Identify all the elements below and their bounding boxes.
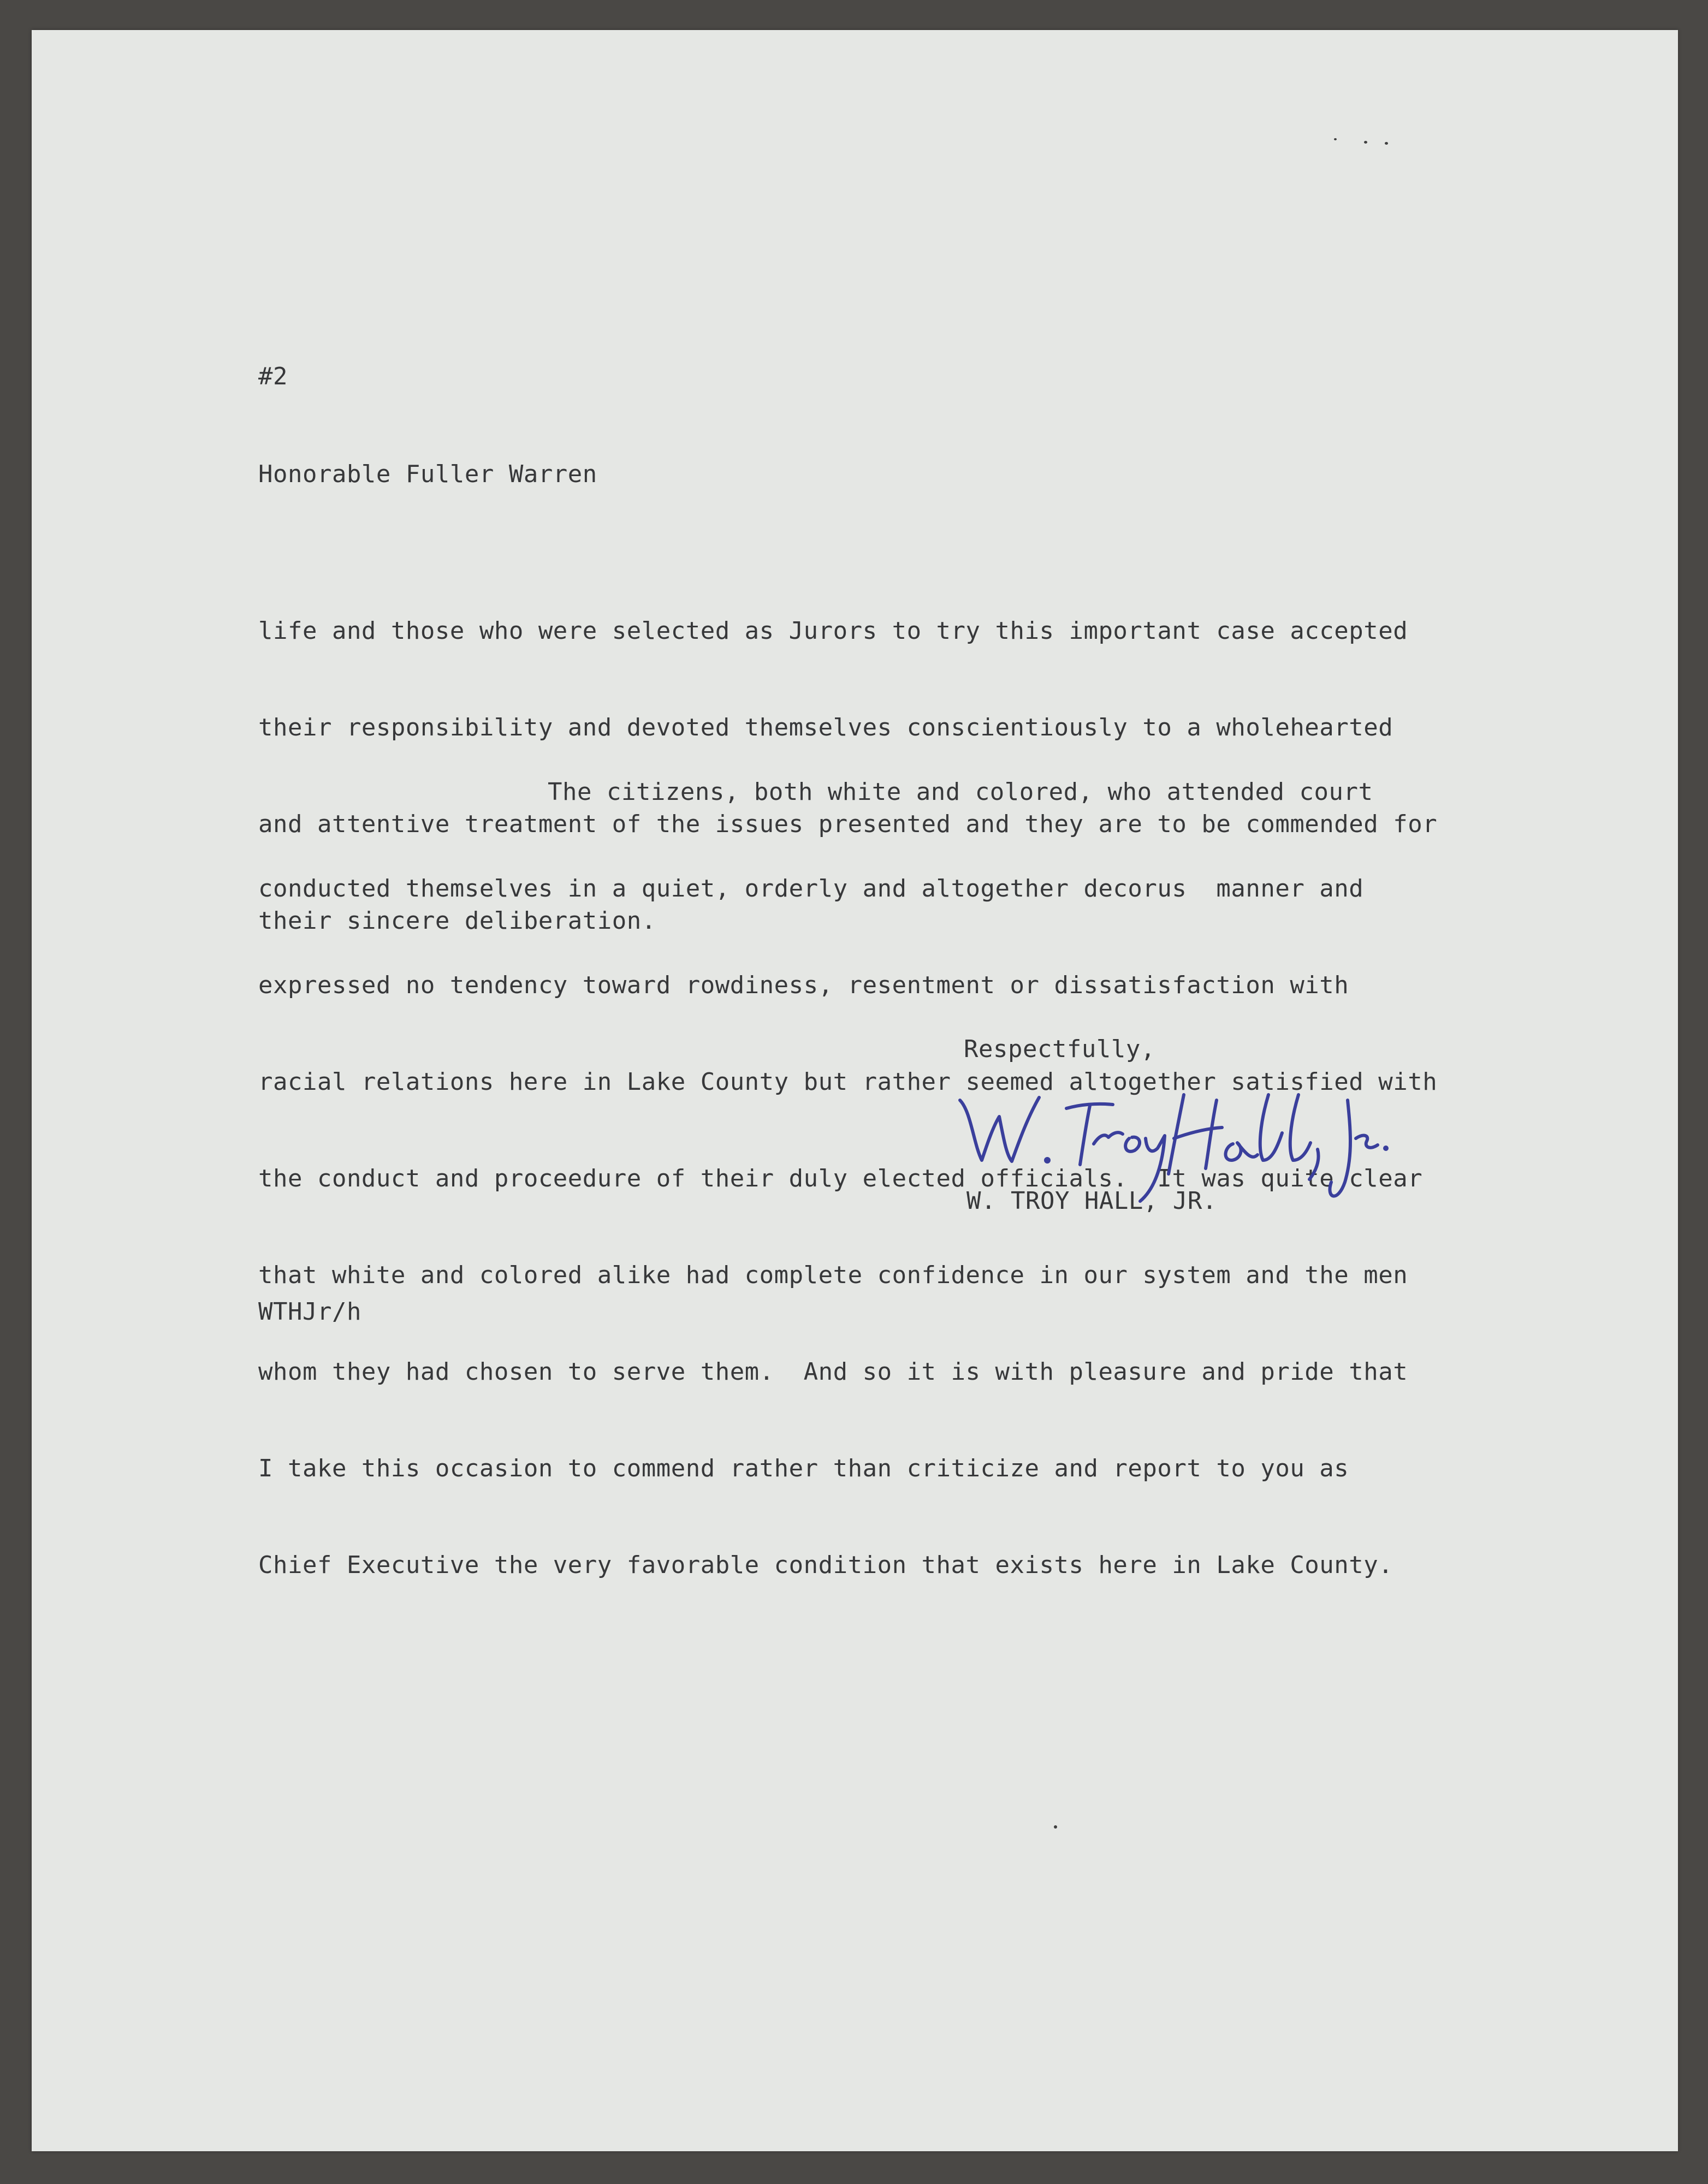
paragraph-line: The citizens, both white and colored, who attended court xyxy=(548,778,1373,806)
paragraph-line: that white and colored alike had complete confidence in our system and the men xyxy=(258,1261,1408,1289)
paragraph-line: their sincere deliberation. xyxy=(258,907,656,935)
paragraph-line: the conduct and proceedure of their duly elected officials. It was quite clear xyxy=(258,1165,1423,1192)
paragraph-line: conducted themselves in a quiet, orderly and altogether decorus manner and xyxy=(258,875,1364,903)
salutation: Honorable Fuller Warren xyxy=(258,460,597,488)
page-number: #2 xyxy=(258,363,288,390)
paragraph-line: I take this occasion to commend rather than criticize and report to you as xyxy=(258,1455,1349,1482)
letter-page xyxy=(32,30,1678,2151)
paragraph-line: whom they had chosen to serve them. And so it is with pleasure and pride that xyxy=(258,1358,1408,1386)
paper-speck xyxy=(1364,141,1367,144)
reference-initials: WTHJr/h xyxy=(258,1298,361,1326)
paragraph-line: their responsibility and devoted themselves conscientiously to a wholehearted xyxy=(258,714,1393,741)
paragraph-line: racial relations here in Lake County but rather seemed altogether satisfied with xyxy=(258,1068,1438,1096)
paper-speck xyxy=(1334,138,1337,140)
closing: Respectfully, xyxy=(964,1035,1155,1063)
paragraph-line: Chief Executive the very favorable condition that exists here in Lake County. xyxy=(258,1551,1393,1579)
paragraph-line: life and those who were selected as Jurors to try this important case accepted xyxy=(258,617,1408,645)
paragraph-line: expressed no tendency toward rowdiness, resentment or dissatisfaction with xyxy=(258,971,1349,999)
signer-name: W. TROY HALL, JR. xyxy=(966,1187,1217,1215)
paragraph-line: and attentive treatment of the issues presented and they are to be commended for xyxy=(258,810,1438,838)
paper-speck xyxy=(1054,1825,1057,1829)
paper-speck xyxy=(1385,142,1388,145)
